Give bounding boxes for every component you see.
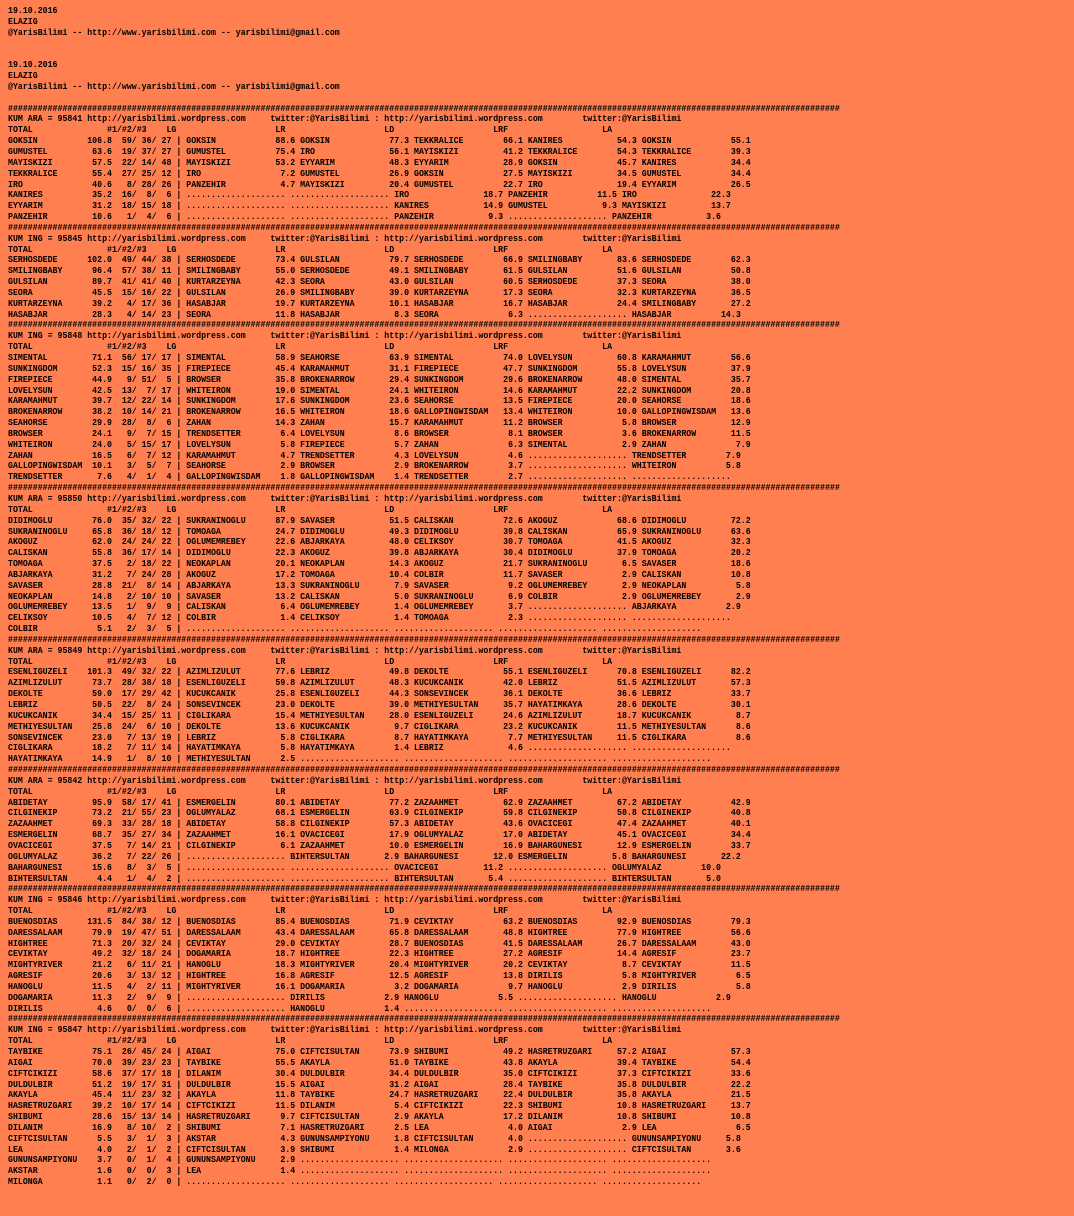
race-block xyxy=(8,635,920,765)
table-row: GALLOPINGWISDAM 10.1 3/ 5/ 7 | SEAHORSE 2.9 BROWSER 2.9 BROKENARROW 3.7 .................... WHITEIRON 5.8 xyxy=(8,461,741,472)
table-row: TOMOAGA 37.5 2/ 18/ 22 | NEOKAPLAN 20.1 NEOKAPLAN 14.3 AKOGUZ 21.7 SUKRANINOGLU 6.5 SAVASER 18.6 xyxy=(8,559,751,570)
table-row: TEKKRALICE 55.4 27/ 25/ 12 | IRO 7.2 GUMUSTEL 26.9 GOKSIN 27.5 MAYISKIZI 34.5 GUMUSTEL 34.4 xyxy=(8,168,751,179)
table-row: LEA 4.0 2/ 1/ 2 | CIFTCISULTAN 3.9 SHIBUMI 1.4 MILONGA 2.9 .................... CIFTCISULTAN 3.6 xyxy=(8,1144,741,1155)
table-row: OVACICEGI 37.5 7/ 14/ 21 | CILGINEKIP 6.1 ZAZAAHMET 10.0 ESMERGELIN 16.9 BAHARGUNESI 12.9 ESMERGELIN 33.7 xyxy=(8,840,751,851)
column-header: TOTAL #1/#2/#3 LG LR LD LRF LA xyxy=(8,342,613,353)
table-row: WHITEIRON 24.0 5/ 15/ 17 | LOVELYSUN 5.8 FIREPIECE 5.7 ZAHAN 6.3 SIMENTAL 2.9 ZAHAN 7.9 xyxy=(8,439,751,450)
table-row: CIGLIKARA 18.2 7/ 11/ 14 | HAYATIMKAYA 5.8 HAYATIMKAYA 1.4 LEBRIZ 4.6 .................... .................... xyxy=(8,743,731,754)
table-row: CIFTCISULTAN 5.5 3/ 1/ 3 | AKSTAR 4.3 GUNUNSAMPIYONU 1.8 CIFTCISULTAN 4.0 .................... GUNUNSAMPIYONU 5.8 xyxy=(8,1133,741,1144)
separator-line: ######################################################################################################################################################################## xyxy=(8,320,840,331)
separator-line: ######################################################################################################################################################################## xyxy=(8,103,840,114)
table-row: TAYBIKE 75.1 26/ 45/ 24 | AIGAI 75.0 CIFTCISULTAN 73.9 SHIBUMI 49.2 HASRETRUZGARI 57.2 AIGAI 57.3 xyxy=(8,1047,751,1057)
header-line: ELAZIG xyxy=(8,71,38,82)
race-title: KUM ING = 95845 http://yarisbilimi.wordpress.com twitter:@YarisBilimi : http://yarisbilimi.wordpress.com twitter:@YarisBilimi xyxy=(8,233,682,244)
table-row: MAYISKIZI 57.5 22/ 14/ 48 | MAYISKIZI 53.2 EYYARIM 48.3 EYYARIM 28.9 GOKSIN 45.7 KANIRES 34.4 xyxy=(8,157,751,168)
table-row: CIFTCIKIZI 58.6 37/ 17/ 18 | DILANIM 30.4 DULDULBIR 34.4 DULDULBIR 35.0 CIFTCIKIZI 37.3 CIFTCIKIZI 33.6 xyxy=(8,1068,751,1079)
table-row: OGLUMYALAZ 36.2 7/ 22/ 26 | .................... BIHTERSULTAN 2.9 BAHARGUNESI 12.0 ESMERGELIN 5.8 BAHARGUNESI 22.2 xyxy=(8,851,741,862)
table-row: BROKENARROW 38.2 10/ 14/ 21 | BROKENARROW 16.5 WHITEIRON 18.6 GALLOPINGWISDAM 13.4 WHITEIRON 10.0 GALLOPINGWISDAM 13.6 xyxy=(8,407,751,418)
report-document xyxy=(8,6,920,1188)
table-row: GUNUNSAMPIYONU 3.7 0/ 1/ 4 | GUNUNSAMPIYONU 2.9 .................... .................... .................... .................... xyxy=(8,1155,712,1166)
column-header: TOTAL #1/#2/#3 LG LR LD LRF LA xyxy=(8,504,613,515)
table-row: ESMERGELIN 68.7 35/ 27/ 34 | ZAZAAHMET 16.1 OVACICEGI 17.9 OGLUMYALAZ 17.0 ABIDETAY 45.1 OVACICEGI 34.4 xyxy=(8,830,751,841)
table-row: FIREPIECE 44.9 9/ 51/ 5 | BROWSER 35.8 BROKENARROW 29.4 SUNKINGDOM 29.6 BROKENARROW 48.0 SIMENTAL 35.7 xyxy=(8,374,751,385)
table-row: SEAHORSE 29.9 28/ 8/ 6 | ZAHAN 14.3 ZAHAN 15.7 KARAMAHMUT 11.2 BROWSER 5.8 BROWSER 12.9 xyxy=(8,418,751,429)
table-row: SUNKINGDOM 52.3 15/ 16/ 35 | FIREPIECE 45.4 KARAMAHMUT 31.1 FIREPIECE 47.7 SUNKINGDOM 55.8 LOVELYSUN 37.9 xyxy=(8,363,751,374)
table-row: HANOGLU 11.5 4/ 2/ 11 | MIGHTYRIVER 16.1 DOGAMARIA 3.2 DOGAMARIA 9.7 HANOGLU 2.9 DIRILIS 5.8 xyxy=(8,981,751,992)
column-header: TOTAL #1/#2/#3 LG LR LD LRF LA xyxy=(8,906,613,917)
separator-line: ######################################################################################################################################################################## xyxy=(8,884,840,895)
header-line: ELAZIG xyxy=(8,16,38,27)
table-row: PANZEHIR 10.6 1/ 4/ 6 | .................... .................... PANZEHIR 9.3 .................... PANZEHIR 3.6 xyxy=(8,212,721,223)
race-title: KUM ING = 95848 http://yarisbilimi.wordpress.com twitter:@YarisBilimi : http://yarisbilimi.wordpress.com twitter:@YarisBilimi xyxy=(8,331,682,342)
race-block xyxy=(8,1014,920,1188)
table-row: GUMUSTEL 63.6 19/ 37/ 27 | GUMUSTEL 75.4 IRO 56.1 MAYISKIZI 41.2 TEKKRALICE 54.3 TEKKRALICE 39.3 xyxy=(8,146,751,157)
table-row: KARAMAHMUT 39.7 12/ 22/ 14 | SUNKINGDOM 17.6 SUNKINGDOM 23.6 SEAHORSE 13.5 FIREPIECE 20.0 SEAHORSE 18.6 xyxy=(8,396,751,407)
table-row: SERHOSDEDE 102.0 49/ 44/ 38 | SERHOSDEDE 73.4 GULSILAN 79.7 SERHOSDEDE 66.9 SMILINGBABY 83.6 SERHOSDEDE 62.3 xyxy=(8,255,751,266)
table-row: ESENLIGUZELI 101.3 49/ 32/ 22 | AZIMLIZULUT 77.6 LEBRIZ 49.8 DEKOLTE 55.1 ESENLIGUZELI 70.8 ESENLIGUZELI 82.2 xyxy=(8,667,751,678)
table-row: BROWSER 24.1 9/ 7/ 15 | TRENDSETTER 6.4 LOVELYSUN 8.6 BROWSER 8.1 BROWSER 3.6 BROKENARROW 11.5 xyxy=(8,428,751,439)
race-block xyxy=(8,483,920,635)
table-row: SUKRANINOGLU 65.8 36/ 18/ 12 | TOMOAGA 24.7 DIDIMOGLU 49.3 DIDIMOGLU 39.8 CALISKAN 65.9 SUKRANINOGLU 63.6 xyxy=(8,526,751,537)
separator-line: ######################################################################################################################################################################## xyxy=(8,1014,840,1025)
table-row: LEBRIZ 50.5 22/ 8/ 24 | SONSEVINCEK 23.0 DEKOLTE 39.0 METHIYESULTAN 35.7 HAYATIMKAYA 28.6 DEKOLTE 30.1 xyxy=(8,700,751,710)
column-header: TOTAL #1/#2/#3 LG LR LD LRF LA xyxy=(8,1036,613,1047)
race-block xyxy=(8,104,920,223)
header-line: @YarisBilimi -- http://www.yarisbilimi.com -- yarisbilimi@gmail.com xyxy=(8,81,340,92)
table-row: DIRILIS 4.6 0/ 0/ 6 | .................... HANOGLU 1.4 .................... .................... .................... xyxy=(8,1003,712,1014)
separator-line: ######################################################################################################################################################################## xyxy=(8,765,840,776)
race-title: KUM ARA = 95849 http://yarisbilimi.wordpress.com twitter:@YarisBilimi : http://yarisbilimi.wordpress.com twitter:@YarisBilimi xyxy=(8,645,682,656)
table-row: DEKOLTE 59.0 17/ 29/ 42 | KUCUKCANIK 25.8 ESENLIGUZELI 44.3 SONSEVINCEK 36.1 DEKOLTE 36.6 LEBRIZ 33.7 xyxy=(8,689,751,700)
race-block xyxy=(8,765,920,884)
table-row: HIGHTREE 71.3 20/ 32/ 24 | CEVIKTAY 29.0 CEVIKTAY 28.7 BUENOSDIAS 41.5 DARESSALAAM 26.7 DARESSALAAM 43.0 xyxy=(8,938,751,949)
table-row: AIGAI 70.0 39/ 23/ 23 | TAYBIKE 55.5 AKAYLA 51.0 TAYBIKE 43.8 AKAYLA 39.4 TAYBIKE 54.4 xyxy=(8,1057,751,1068)
separator-line: ######################################################################################################################################################################## xyxy=(8,634,840,645)
header-line: 19.10.2016 xyxy=(8,6,58,16)
table-row: AKAYLA 45.4 11/ 23/ 32 | AKAYLA 11.8 TAYBIKE 24.7 HASRETRUZGARI 22.4 DULDULBIR 35.8 AKAYLA 21.5 xyxy=(8,1090,751,1101)
header-line xyxy=(8,39,920,50)
table-row: DILANIM 16.9 8/ 10/ 2 | SHIBUMI 7.1 HASRETRUZGARI 2.5 LEA 4.0 AIGAI 2.9 LEA 6.5 xyxy=(8,1122,751,1133)
header-line xyxy=(8,93,920,104)
separator-line: ######################################################################################################################################################################## xyxy=(8,483,840,494)
race-title: KUM ARA = 95842 http://yarisbilimi.wordpress.com twitter:@YarisBilimi : http://yarisbilimi.wordpress.com twitter:@YarisBilimi xyxy=(8,775,682,786)
table-row: METHIYESULTAN 25.8 24/ 6/ 10 | DEKOLTE 13.6 KUCUKCANIK 9.7 CIGLIKARA 23.2 KUCUKCANIK 11.5 METHIYESULTAN 8.6 xyxy=(8,721,751,732)
race-tables xyxy=(8,104,920,1188)
table-row: HAYATIMKAYA 14.9 1/ 8/ 10 | METHIYESULTAN 2.5 .................... .................... .................... .................... xyxy=(8,754,712,765)
table-row: ZAZAAHMET 69.3 33/ 28/ 18 | ABIDETAY 58.8 CILGINEKIP 57.3 ABIDETAY 43.6 OVACICEGI 47.4 ZAZAAHMET 40.1 xyxy=(8,819,751,830)
table-row: SAVASER 28.8 21/ 8/ 14 | ABJARKAYA 13.3 SUKRANINOGLU 7.9 SAVASER 9.2 OGLUMEMREBEY 2.9 NEOKAPLAN 5.8 xyxy=(8,580,751,591)
table-row: CALISKAN 55.8 36/ 17/ 14 | DIDIMOGLU 22.3 AKOGUZ 39.8 ABJARKAYA 30.4 DIDIMOGLU 37.9 TOMOAGA 20.2 xyxy=(8,548,751,559)
separator-line: ######################################################################################################################################################################## xyxy=(8,222,840,233)
table-row: BUENOSDIAS 131.5 84/ 38/ 12 | BUENOSDIAS 85.4 BUENOSDIAS 71.9 CEVIKTAY 63.2 BUENOSDIAS 92.9 BUENOSDIAS 79.3 xyxy=(8,916,751,927)
race-title: KUM ARA = 95850 http://yarisbilimi.wordpress.com twitter:@YarisBilimi : http://yarisbilimi.wordpress.com twitter:@YarisBilimi xyxy=(8,493,682,504)
table-row: IRO 40.6 8/ 28/ 26 | PANZEHIR 4.7 MAYISKIZI 20.4 GUMUSTEL 22.7 IRO 19.4 EYYARIM 26.5 xyxy=(8,179,751,190)
table-row: TRENDSETTER 7.6 4/ 1/ 4 | GALLOPINGWISDAM 1.8 GALLOPINGWISDAM 1.4 TRENDSETTER 2.7 .................... .................... xyxy=(8,472,731,483)
race-title: KUM ING = 95846 http://yarisbilimi.wordpress.com twitter:@YarisBilimi : http://yarisbilimi.wordpress.com twitter:@YarisBilimi xyxy=(8,895,682,906)
header-line: 19.10.2016 xyxy=(8,60,58,71)
race-title: KUM ING = 95847 http://yarisbilimi.wordpress.com twitter:@YarisBilimi : http://yarisbilimi.wordpress.com twitter:@YarisBilimi xyxy=(8,1025,682,1036)
table-row: KANIRES 35.2 16/ 8/ 6 | .................... .................... IRO 18.7 PANZEHIR 11.5 IRO 22.3 xyxy=(8,190,731,201)
table-row: KURTARZEYNA 39.2 4/ 17/ 36 | HASABJAR 19.7 KURTARZEYNA 10.1 HASABJAR 16.7 HASABJAR 24.4 SMILINGBABY 27.2 xyxy=(8,298,751,309)
table-row: OGLUMEMREBEY 13.5 1/ 9/ 9 | CALISKAN 6.4 OGLUMEMREBEY 1.4 OGLUMEMREBEY 3.7 .................... ABJARKAYA 2.9 xyxy=(8,602,741,613)
column-header: TOTAL #1/#2/#3 LG LR LD LRF LA xyxy=(8,244,613,255)
table-row: AZIMLIZULUT 73.7 28/ 38/ 18 | ESENLIGUZELI 59.8 AZIMLIZULUT 48.3 KUCUKCANIK 42.0 LEBRIZ 51.5 AZIMLIZULUT 57.3 xyxy=(8,678,751,689)
table-row: ABJARKAYA 31.2 7/ 24/ 28 | AKOGUZ 17.2 TOMOAGA 10.4 COLBIR 11.7 SAVASER 2.9 CALISKAN 10.8 xyxy=(8,569,751,580)
column-header: TOTAL #1/#2/#3 LG LR LD LRF LA xyxy=(8,786,613,797)
table-row: SMILINGBABY 96.4 57/ 38/ 11 | SMILINGBABY 55.0 SERHOSDEDE 49.1 SMILINGBABY 61.5 GULSILAN 51.6 GULSILAN 50.8 xyxy=(8,266,751,277)
table-row: MILONGA 1.1 0/ 2/ 0 | .................... .................... .................... .................... .................... xyxy=(8,1177,702,1188)
table-row: SIMENTAL 71.1 56/ 17/ 17 | SIMENTAL 58.9 SEAHORSE 63.9 SIMENTAL 74.0 LOVELYSUN 60.8 KARAMAHMUT 56.6 xyxy=(8,353,751,363)
report-header xyxy=(8,6,920,104)
race-block xyxy=(8,223,920,321)
table-row: DIDIMOGLU 76.0 35/ 32/ 22 | SUKRANINOGLU 87.9 SAVASER 51.5 CALISKAN 72.6 AKOGUZ 68.6 DIDIMOGLU 72.2 xyxy=(8,515,751,526)
table-row: CELIKSOY 10.5 4/ 7/ 12 | COLBIR 1.4 CELIKSOY 1.4 TOMOAGA 2.3 .................... .................... xyxy=(8,613,731,624)
table-row: MIGHTYRIVER 21.2 6/ 11/ 21 | HANOGLU 18.3 MIGHTYRIVER 20.4 MIGHTYRIVER 20.2 CEVIKTAY 8.7 CEVIKTAY 11.5 xyxy=(8,960,751,971)
table-row: SONSEVINCEK 23.0 7/ 13/ 19 | LEBRIZ 5.8 CIGLIKARA 8.7 HAYATIMKAYA 7.7 METHIYESULTAN 11.5 CIGLIKARA 8.6 xyxy=(8,732,751,743)
table-row: ZAHAN 16.5 6/ 7/ 12 | KARAMAHMUT 4.7 TRENDSETTER 4.3 LOVELYSUN 4.6 .................... TRENDSETTER 7.9 xyxy=(8,450,741,461)
table-row: AKSTAR 1.6 0/ 0/ 3 | LEA 1.4 .................... .................... .................... .................... xyxy=(8,1166,712,1177)
table-row: DULDULBIR 51.2 19/ 17/ 31 | DULDULBIR 15.5 AIGAI 31.2 AIGAI 28.4 TAYBIKE 35.8 DULDULBIR 22.2 xyxy=(8,1079,751,1090)
table-row: SEORA 45.5 15/ 16/ 22 | GULSILAN 26.9 SMILINGBABY 39.0 KURTARZEYNA 17.3 SEORA 32.3 KURTARZEYNA 36.5 xyxy=(8,287,751,298)
table-row: SHIBUMI 28.6 15/ 13/ 14 | HASRETRUZGARI 9.7 CIFTCISULTAN 2.9 AKAYLA 17.2 DILANIM 10.8 SHIBUMI 10.8 xyxy=(8,1112,751,1123)
table-row: NEOKAPLAN 14.8 2/ 10/ 10 | SAVASER 13.2 CALISKAN 5.0 SUKRANINOGLU 6.9 COLBIR 2.9 OGLUMEMREBEY 2.9 xyxy=(8,591,751,602)
table-row: BAHARGUNESI 15.6 8/ 3/ 5 | .................... .................... OVACICEGI 11.2 .................... OGLUMYALAZ 10.0 xyxy=(8,862,721,873)
table-row: DOGAMARIA 11.3 2/ 9/ 9 | .................... DIRILIS 2.9 HANOGLU 5.5 .................... HANOGLU 2.9 xyxy=(8,992,731,1003)
table-row: LOVELYSUN 42.5 13/ 7/ 17 | WHITEIRON 19.0 SIMENTAL 24.1 WHITEIRON 14.6 KARAMAHMUT 22.2 SUNKINGDOM 20.8 xyxy=(8,385,751,396)
table-row: HASABJAR 28.3 4/ 14/ 23 | SEORA 11.8 HASABJAR 8.3 SEORA 6.3 .................... HASABJAR 14.3 xyxy=(8,309,741,320)
table-row: AKOGUZ 62.0 24/ 24/ 22 | OGLUMEMREBEY 22.6 ABJARKAYA 48.0 CELIKSOY 30.7 TOMOAGA 41.5 AKOGUZ 32.3 xyxy=(8,537,751,548)
header-line xyxy=(8,49,920,60)
header-line: @YarisBilimi -- http://www.yarisbilimi.com -- yarisbilimi@gmail.com xyxy=(8,27,340,38)
table-row: KUCUKCANIK 34.4 15/ 25/ 11 | CIGLIKARA 15.4 METHIYESULTAN 28.0 ESENLIGUZELI 24.6 AZIMLIZULUT 18.7 KUCUKCANIK 8.7 xyxy=(8,710,751,721)
race-block xyxy=(8,320,920,483)
column-header: TOTAL #1/#2/#3 LG LR LD LRF LA xyxy=(8,656,613,667)
table-row: CILGINEKIP 73.2 21/ 55/ 23 | OGLUMYALAZ 68.1 ESMERGELIN 63.9 CILGINEKIP 59.8 CILGINEKIP 50.8 CILGINEKIP 40.8 xyxy=(8,808,751,819)
table-row: GULSILAN 89.7 41/ 41/ 40 | KURTARZEYNA 42.3 SEORA 43.0 GULSILAN 60.5 SERHOSDEDE 37.3 SEORA 38.0 xyxy=(8,277,751,288)
table-row: ABIDETAY 95.9 58/ 17/ 41 | ESMERGELIN 80.1 ABIDETAY 77.2 ZAZAAHMET 62.9 ZAZAAHMET 67.2 ABIDETAY 42.9 xyxy=(8,797,751,808)
table-row: AGRESIF 20.6 3/ 13/ 12 | HIGHTREE 16.8 AGRESIF 12.5 AGRESIF 13.8 DIRILIS 5.8 MIGHTYRIVER 6.5 xyxy=(8,971,751,982)
table-row: COLBIR 5.1 2/ 3/ 5 | .................... .................... .................... .................... .................... xyxy=(8,624,702,635)
column-header: TOTAL #1/#2/#3 LG LR LD LRF LA xyxy=(8,125,613,136)
table-row: EYYARIM 31.2 18/ 15/ 18 | .................... .................... KANIRES 14.9 GUMUSTEL 9.3 MAYISKIZI 13.7 xyxy=(8,201,731,212)
table-row: BIHTERSULTAN 4.4 1/ 4/ 2 | .................... .................... BIHTERSULTAN 5.4 .................... BIHTERSULTAN 5.0 xyxy=(8,873,721,884)
race-block xyxy=(8,884,920,1014)
race-title: KUM ARA = 95841 http://yarisbilimi.wordpress.com twitter:@YarisBilimi : http://yarisbilimi.wordpress.com twitter:@YarisBilimi xyxy=(8,114,682,125)
table-row: GOKSIN 106.8 59/ 36/ 27 | GOKSIN 88.6 GOKSIN 77.3 TEKKRALICE 66.1 KANIRES 54.3 GOKSIN 55.1 xyxy=(8,136,751,147)
table-row: DARESSALAAM 79.9 19/ 47/ 51 | DARESSALAAM 43.4 DARESSALAAM 65.8 DARESSALAAM 48.8 HIGHTREE 77.9 HIGHTREE 56.6 xyxy=(8,927,751,938)
table-row: CEVIKTAY 49.2 32/ 18/ 24 | DOGAMARIA 18.7 HIGHTREE 22.3 HIGHTREE 27.2 AGRESIF 14.4 AGRESIF 23.7 xyxy=(8,949,751,960)
table-row: HASRETRUZGARI 39.2 10/ 17/ 14 | CIFTCIKIZI 11.5 DILANIM 5.4 CIFTCIKIZI 22.3 SHIBUMI 10.8 HASRETRUZGARI 13.7 xyxy=(8,1101,751,1112)
